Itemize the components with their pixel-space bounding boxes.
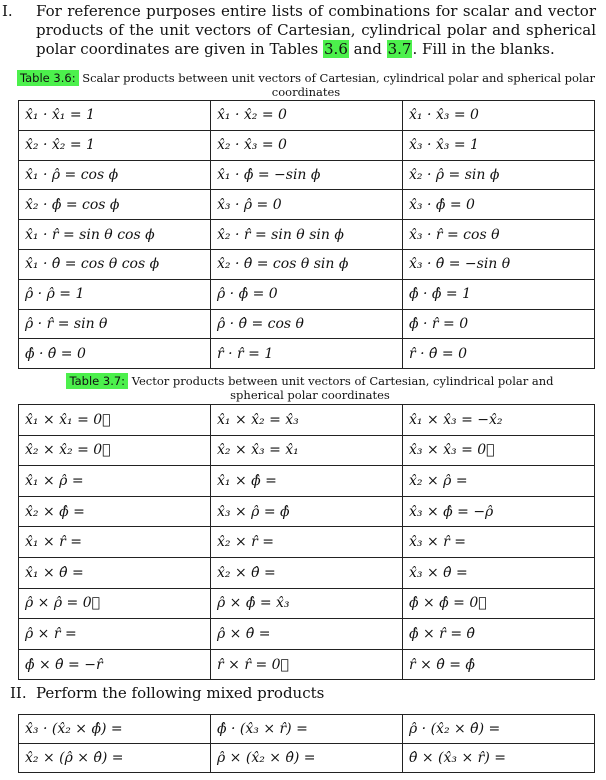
- t36-cell: x̂₂ · x̂₂ = 1: [19, 130, 211, 160]
- table-ref-3-7: 3.7: [387, 40, 412, 58]
- section-1-number: I.: [2, 2, 13, 20]
- section-2-heading: Perform the following mixed products: [36, 684, 325, 702]
- t36-cell: ϕ̂ · θ̂ = 0: [19, 339, 211, 369]
- t37-cell: x̂₂ × ρ̂ =: [403, 466, 595, 497]
- t36-cell: x̂₂ · ϕ̂ = cos ϕ: [19, 190, 211, 220]
- t36-cell: x̂₃ · θ̂ = −sin θ: [403, 249, 595, 279]
- table-row: [19, 588, 595, 619]
- t37-cell: x̂₁ × x̂₂ = x̂₃: [211, 405, 403, 436]
- section-2-number: II.: [10, 684, 27, 702]
- t37-cell: x̂₃ × θ̂ =: [403, 557, 595, 588]
- table-3-7-caption-text: Vector products between unit vectors of Cartesian, cylindrical polar and spherical polar coordinates: [128, 374, 554, 402]
- t37-cell: r̂ × r̂ = 0⃗: [211, 649, 403, 680]
- t37-cell: x̂₁ × x̂₁ = 0⃗: [19, 405, 211, 436]
- mixed-cell: x̂₃ · (x̂₂ × ϕ̂) =: [19, 715, 211, 744]
- table-row: [19, 466, 595, 497]
- t36-cell: r̂ · r̂ = 1: [211, 339, 403, 369]
- t37-cell: x̂₂ × ϕ̂ =: [19, 496, 211, 527]
- t37-cell: x̂₁ × r̂ =: [19, 527, 211, 558]
- t37-cell: x̂₁ × ϕ̂ =: [211, 466, 403, 497]
- table-row: [19, 619, 595, 650]
- table-row: [19, 249, 595, 279]
- intro-end: . Fill in the blanks.: [412, 40, 555, 58]
- t36-cell: ρ̂ · r̂ = sin θ: [19, 309, 211, 339]
- table-row: [19, 190, 595, 220]
- t37-cell: ρ̂ × ϕ̂ = x̂₃: [211, 588, 403, 619]
- t37-cell: x̂₃ × x̂₃ = 0⃗: [403, 435, 595, 466]
- t37-cell: x̂₁ × x̂₃ = −x̂₂: [403, 405, 595, 436]
- t37-cell: x̂₃ × ϕ̂ = −ρ̂: [403, 496, 595, 527]
- t36-cell: r̂ · θ̂ = 0: [403, 339, 595, 369]
- t37-cell: x̂₃ × ρ̂ = ϕ̂: [211, 496, 403, 527]
- t36-cell: x̂₂ · x̂₃ = 0: [211, 130, 403, 160]
- t37-cell: x̂₂ × x̂₃ = x̂₁: [211, 435, 403, 466]
- table-row: [19, 744, 595, 773]
- table-3-6: [18, 100, 595, 369]
- t36-cell: x̂₂ · ρ̂ = sin ϕ: [403, 160, 595, 190]
- mixed-products-table: [18, 714, 595, 773]
- table-3-6-label: Table 3.6:: [17, 70, 79, 86]
- table-row: [19, 339, 595, 369]
- table-row: [19, 220, 595, 250]
- t36-cell: x̂₂ · r̂ = sin θ sin ϕ: [211, 220, 403, 250]
- t36-cell: x̂₁ · x̂₃ = 0: [403, 101, 595, 131]
- t36-cell: ϕ̂ · ϕ̂ = 1: [403, 279, 595, 309]
- table-row: [19, 435, 595, 466]
- t37-cell: ϕ̂ × ϕ̂ = 0⃗: [403, 588, 595, 619]
- table-3-7-caption: [40, 374, 580, 402]
- t37-cell: x̂₁ × ρ̂ =: [19, 466, 211, 497]
- t36-cell: x̂₁ · x̂₂ = 0: [211, 101, 403, 131]
- table-row: [19, 557, 595, 588]
- t36-cell: ρ̂ · ρ̂ = 1: [19, 279, 211, 309]
- mixed-cell: ϕ̂ · (x̂₃ × r̂) =: [211, 715, 403, 744]
- t36-cell: ρ̂ · θ̂ = cos θ: [211, 309, 403, 339]
- t36-cell: x̂₁ · θ̂ = cos θ cos ϕ: [19, 249, 211, 279]
- t37-cell: x̂₂ × θ̂ =: [211, 557, 403, 588]
- table-row: [19, 405, 595, 436]
- table-3-6-caption: [12, 71, 600, 99]
- t37-cell: x̂₃ × r̂ =: [403, 527, 595, 558]
- t37-cell: ϕ̂ × r̂ = θ̂: [403, 619, 595, 650]
- t37-cell: x̂₂ × x̂₂ = 0⃗: [19, 435, 211, 466]
- t37-cell: ρ̂ × r̂ =: [19, 619, 211, 650]
- t37-cell: ϕ̂ × θ̂ = −r̂: [19, 649, 211, 680]
- mixed-cell: ρ̂ × (x̂₂ × θ̂) =: [211, 744, 403, 773]
- table-3-7-label: Table 3.7:: [66, 373, 128, 389]
- table-row: [19, 309, 595, 339]
- table-ref-3-6: 3.6: [324, 40, 348, 58]
- table-row: [19, 130, 595, 160]
- table-row: [19, 101, 595, 131]
- t36-cell: x̂₂ · θ̂ = cos θ sin ϕ: [211, 249, 403, 279]
- t36-cell: x̂₃ · x̂₃ = 1: [403, 130, 595, 160]
- table-row: [19, 160, 595, 190]
- t36-cell: x̂₃ · ρ̂ = 0: [211, 190, 403, 220]
- mixed-cell: ρ̂ · (x̂₂ × θ̂) =: [403, 715, 595, 744]
- table-3-6-caption-text: Scalar products between unit vectors of Cartesian, cylindrical polar and spherical polar coordinates: [78, 71, 595, 99]
- intro-text: For reference purposes entire lists of combinations for scalar and vector products of the unit vectors of Cartesian, cylindrical polar and spherical polar coordinates are given in Tables: [36, 2, 596, 58]
- intro-and: and: [348, 40, 387, 58]
- table-row: [19, 649, 595, 680]
- table-row: [19, 715, 595, 744]
- table-row: [19, 496, 595, 527]
- table-3-7: [18, 404, 595, 680]
- t37-cell: x̂₁ × θ̂ =: [19, 557, 211, 588]
- t36-cell: ϕ̂ · r̂ = 0: [403, 309, 595, 339]
- t36-cell: x̂₃ · ϕ̂ = 0: [403, 190, 595, 220]
- t36-cell: x̂₁ · ϕ̂ = −sin ϕ: [211, 160, 403, 190]
- mixed-cell: θ̂ × (x̂₃ × r̂) =: [403, 744, 595, 773]
- t37-cell: r̂ × θ̂ = ϕ̂: [403, 649, 595, 680]
- t37-cell: ρ̂ × θ̂ =: [211, 619, 403, 650]
- mixed-cell: x̂₂ × (ρ̂ × θ̂) =: [19, 744, 211, 773]
- t36-cell: x̂₃ · r̂ = cos θ: [403, 220, 595, 250]
- t36-cell: x̂₁ · r̂ = sin θ cos ϕ: [19, 220, 211, 250]
- section-1-intro: [36, 2, 596, 59]
- table-row: [19, 279, 595, 309]
- t36-cell: x̂₁ · x̂₁ = 1: [19, 101, 211, 131]
- t36-cell: x̂₁ · ρ̂ = cos ϕ: [19, 160, 211, 190]
- table-row: [19, 527, 595, 558]
- t37-cell: x̂₂ × r̂ =: [211, 527, 403, 558]
- t37-cell: ρ̂ × ρ̂ = 0⃗: [19, 588, 211, 619]
- t36-cell: ρ̂ · ϕ̂ = 0: [211, 279, 403, 309]
